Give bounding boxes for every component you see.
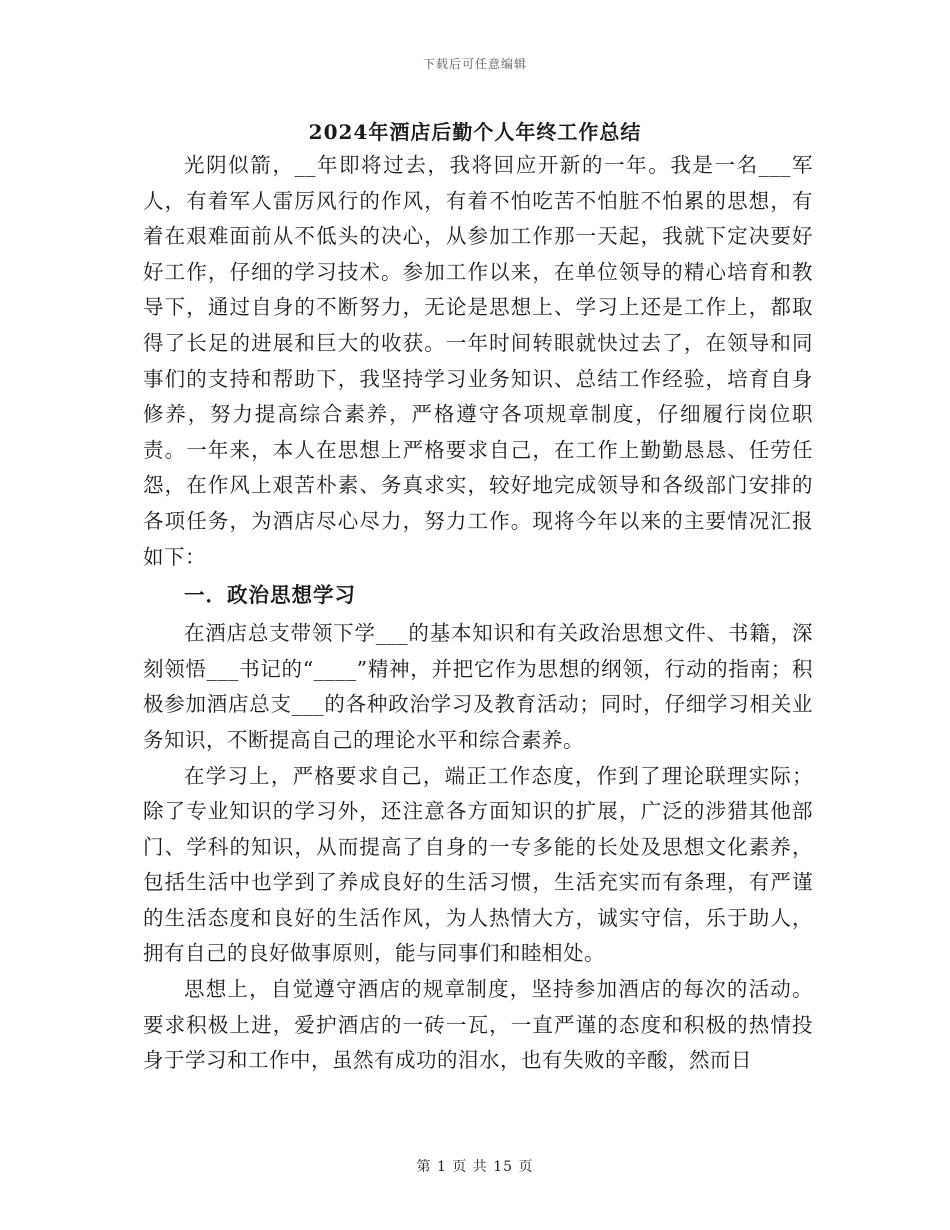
section-heading-political-study: 一．政治思想学习: [184, 583, 356, 608]
header-note: 下载后可任意编辑: [422, 57, 527, 71]
page-number-footer: 第 1 页 共 15 页: [416, 1159, 534, 1175]
section-paragraph-learning: 在学习上，严格要求自己，端正工作态度，作到了理论联理实际；除了专业知识的学习外，还注意各方面知识的扩展，广泛的涉猎其他部门、学科的知识，从而提高了自身的一专多能的长处及思想文化素养，包括生活中也学到了养成良好的生活习惯，生活充实而有条理，有严谨的生活态度和良好的生活作风，为人热情大方，诚实守信，乐于助人，拥有自己的良好做事原则，能与同事们和睦相处。: [143, 763, 813, 966]
document-title: 2024年酒店后勤个人年终工作总结: [308, 120, 642, 144]
section-paragraph-thinking: 思想上，自觉遵守酒店的规章制度，坚持参加酒店的每次的活动。要求积极上进，爱护酒店的一砖一瓦，一直严谨的态度和积极的热情投身于学习和工作中，虽然有成功的泪水，也有失败的辛酸，然而日: [143, 977, 813, 1073]
document-body: [143, 148, 813, 1079]
intro-paragraph: 光阴似箭，__年即将过去，我将回应开新的一年。我是一名___军人，有着军人雷厉风行的作风，有着不怕吃苦不怕脏不怕累的思想，有着在艰难面前从不低头的决心，从参加工作那一天起，我就下定决要好好工作，仔细的学习技术。参加工作以来，在单位领导的精心培育和教导下，通过自身的不断努力，无论是思想上、学习上还是工作上，都取得了长足的进展和巨大的收获。一年时间转眼就快过去了，在领导和同事们的支持和帮助下，我坚持学习业务知识、总结工作经验，培育自身修养，努力提高综合素养，严格遵守各项规章制度，仔细履行岗位职责。一年来，本人在思想上严格要求自己，在工作上勤勤恳恳、任劳任怨，在作风上艰苦朴素、务真求实，较好地完成领导和各级部门安排的各项任务，为酒店尽心尽力，努力工作。现将今年以来的主要情况汇报如下：: [143, 153, 813, 569]
section-paragraph-study-leadership: 在酒店总支带领下学___的基本知识和有关政治思想文件、书籍，深刻领悟___书记的“____”精神，并把它作为思想的纲领，行动的指南；积极参加酒店总支___的各种政治学习及教育活动；同时，仔细学习相关业务知识，不断提高自己的理论水平和综合素养。: [143, 621, 813, 752]
